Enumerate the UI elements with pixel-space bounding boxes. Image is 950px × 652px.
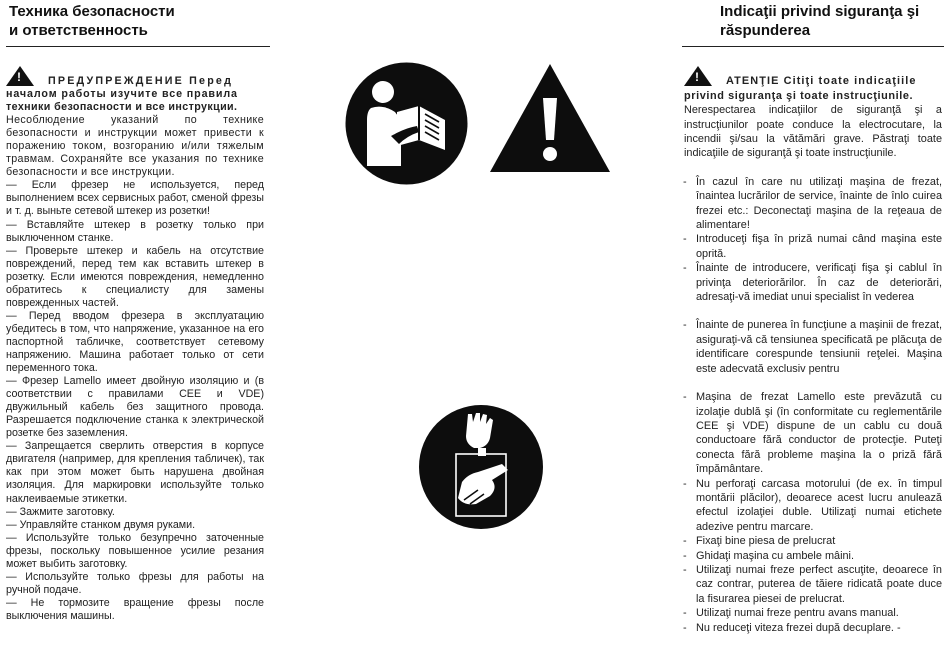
ru-section-title bbox=[9, 2, 175, 40]
ru-intro-text: Несоблюдение указаний по технике безопасности и инструкции может привести к поражению током, возгоранию и/или тяжелым травмам. Сохраняйте все указания по технике безопасности и все инструкции. bbox=[6, 114, 264, 179]
ro-title-line-2: răspunderea bbox=[720, 22, 811, 39]
ro-safety-column bbox=[684, 66, 942, 635]
list-item: — Перед вводом фрезера в эксплуатацию убедитесь в том, что напряжение, указанное на его паспортной табличке, соответствует сетевому напряжению. Машина работает только от сети переменного тока. bbox=[6, 309, 264, 375]
list-item: — Не тормозите вращение фрезы после выключения машины. bbox=[6, 596, 264, 622]
list-item: - Utilizaţi numai freze perfect ascuţite, deoarece în caz contrar, puterea de tăiere ridicată poate duce la fisurarea piesei de prelucrat. bbox=[684, 563, 942, 606]
list-item: - Înainte de introducere, verificaţi fişa şi cablul în privinţa deteriorărilor. În caz de deteriorări, adresaţi-vă imediat unui specialist în vederea bbox=[684, 261, 942, 304]
ru-warning-glyph: ! bbox=[17, 70, 21, 84]
list-item: — Фрезер Lamello имеет двойную изоляцию и (в соответствии с правилами CEE и VDE) двужильный кабель без защитного провода. Разрешается подключение станка к электрической розетке без заземления. bbox=[6, 375, 264, 440]
list-item: — Используйте только безупречно заточенные фрезы, поскольку повышенное усилие резания может выбить заготовку. bbox=[6, 531, 264, 570]
list-item: - În cazul în care nu utilizaţi maşina de frezat, înaintea lucrărilor de service, înainte de înlo cuirea frezei etc.: Deconectaţi maşina de la reţeaua de alimentare! bbox=[684, 175, 942, 233]
list-item: - Maşina de frezat Lamello este prevăzută cu izolaţie dublă şi (în conformitate cu reglementările CEE şi VDE) dispune de un cablu cu două conductoare fără conductor de protecţie. Puteţi conecta fără probleme maşina la o priză fără împământare. bbox=[684, 390, 942, 476]
ro-intro-text: Nerespectarea indicaţiilor de siguranţă şi a instrucţiunilor poate conduce la electrocutare, la incendii şi/sau la vătămări grave. Păstraţi toate indicaţiile de siguranţă şi toate instrucţiunile. bbox=[684, 104, 942, 160]
list-item: — Если фрезер не используется, перед выполнением всех сервисных работ, сменой фрезы и т. д. выньте сетевой штекер из розетки! bbox=[6, 179, 264, 218]
ru-warning-heading bbox=[6, 66, 264, 114]
list-item: - Ghidaţi maşina cu ambele mâini. bbox=[684, 549, 942, 563]
ru-title-line-2: и ответственность bbox=[9, 22, 148, 39]
ro-header-divider bbox=[682, 46, 944, 47]
ru-safety-column bbox=[6, 66, 264, 623]
list-item: — Используйте только фрезы для работы на ручной подаче. bbox=[6, 570, 264, 596]
list-item: — Управляйте станком двумя руками. bbox=[6, 518, 196, 531]
list-item: - Fixaţi bine piesa de prelucrat bbox=[684, 534, 942, 548]
ru-title-line-1: Техника безопасности bbox=[9, 3, 175, 20]
ro-title-line-1: Indicaţii privind siguranţa şi bbox=[720, 3, 920, 20]
ro-warning-icon bbox=[684, 66, 712, 86]
list-item: — Запрещается сверлить отверстия в корпусе двигателя (например, для крепления табличек), так как при этом может быть нарушена двойная изоляция. Для маркировки используйте только наклеиваемые этикетки. bbox=[6, 440, 264, 505]
ro-section-title bbox=[720, 2, 919, 40]
ru-warning-line-1: ПРЕДУПРЕЖДЕНИЕ Перед bbox=[48, 75, 234, 87]
ro-safety-list bbox=[684, 175, 942, 635]
ro-warning-glyph: ! bbox=[695, 70, 699, 84]
ru-warning-icon bbox=[6, 66, 34, 86]
read-manual-icon bbox=[345, 62, 468, 185]
list-item: - Nu reduceţi viteza frezei după decuplare. - bbox=[684, 621, 942, 635]
list-item: — Проверьте штекер и кабель на отсутствие повреждений, перед тем как вставить штекер в розетку. Если имеются повреждения, немедленно обратитесь к специалисту для замены поврежденных частей. bbox=[6, 244, 264, 309]
ro-warning-line-2: privind siguranţa şi toate instrucţiunile. bbox=[684, 89, 914, 102]
warning-triangle-icon bbox=[488, 62, 612, 174]
ru-warning-line-3: техники безопасности и все инструкции. bbox=[6, 101, 238, 114]
list-item: — Зажмите заготовку. bbox=[6, 505, 115, 518]
ru-header-divider bbox=[6, 46, 270, 47]
hand-pictogram-icon bbox=[418, 404, 544, 530]
ro-warning-heading bbox=[684, 66, 942, 103]
list-item: - Introduceţi fişa în priză numai când maşina este oprită. bbox=[684, 232, 942, 261]
list-item: - Înainte de punerea în funcţiune a maşinii de frezat, asiguraţi-vă că tensiunea specificată pe plăcuţa de identificare corespunde tensiunii reţelei. Maşina este adecvată exclusiv pentru bbox=[684, 318, 942, 376]
ru-warning-line-2: началом работы изучите все правила bbox=[6, 88, 238, 101]
list-item: - Utilizaţi numai freze pentru avans manual. bbox=[684, 606, 942, 620]
ru-safety-list bbox=[6, 179, 264, 623]
ro-warning-line-1: ATENŢIE Citiţi toate indicaţiile bbox=[726, 75, 917, 87]
list-item: - Nu perforaţi carcasa motorului (de ex. în timpul montării plăcilor), deoarece acest lucru anulează efectul izolaţiei duble. Utilizaţi numai etichete adezive pentru marcare. bbox=[684, 477, 942, 535]
list-item: — Вставляйте штекер в розетку только при выключенном станке. bbox=[6, 218, 264, 244]
